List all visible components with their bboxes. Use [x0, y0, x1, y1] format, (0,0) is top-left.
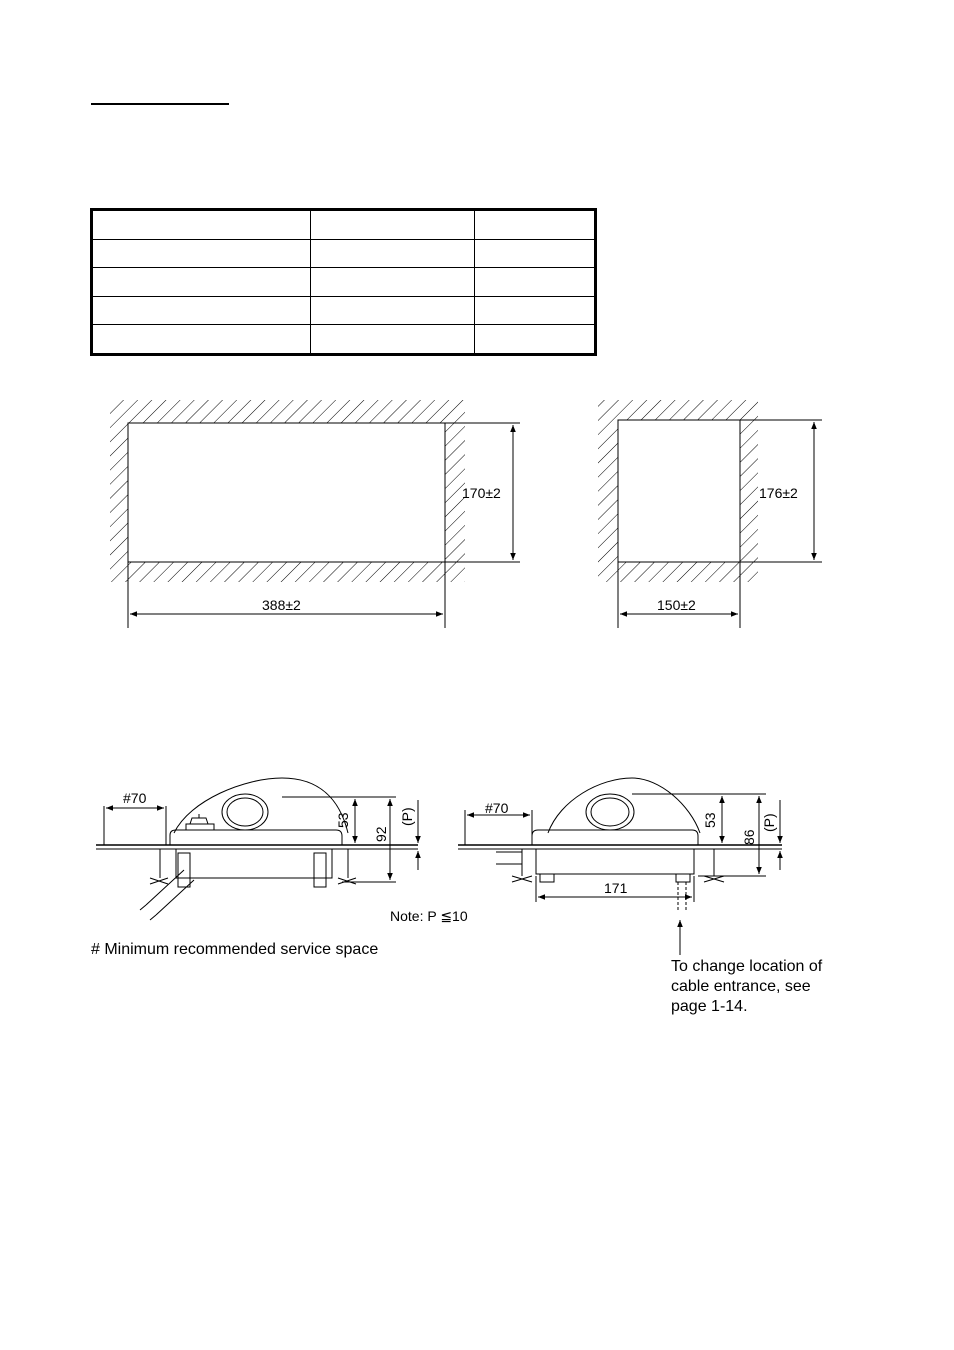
cutout-large-width-label: 388±2 — [262, 597, 301, 613]
right-dim-width-label: 171 — [604, 880, 628, 896]
cutout-small — [598, 400, 822, 628]
cable-callout — [671, 957, 871, 1017]
cutout-small-height-label: 176±2 — [759, 485, 798, 501]
left-dim-upper-label: 53 — [335, 812, 351, 828]
cutout-large-height-label: 170±2 — [462, 485, 501, 501]
note-label: Note: P ≦10 — [390, 908, 468, 924]
cable-callout-line: To change location of — [671, 958, 823, 975]
left-service-space-label: #70 — [123, 790, 147, 806]
left-dim-panel-label: (P) — [399, 807, 415, 826]
left-dim-total-label: 92 — [373, 826, 389, 842]
footnote: # Minimum recommended service space — [91, 941, 379, 958]
cutout-large — [110, 400, 520, 628]
cable-callout-line: cable entrance, see — [671, 978, 811, 995]
right-dim-upper-label: 53 — [702, 812, 718, 828]
right-dim-total-label: 86 — [741, 829, 757, 845]
right-dim-panel-label: (P) — [761, 813, 777, 832]
cable-callout-line: page 1-14. — [671, 998, 748, 1015]
right-service-space-label: #70 — [485, 800, 509, 816]
cutout-small-width-label: 150±2 — [657, 597, 696, 613]
